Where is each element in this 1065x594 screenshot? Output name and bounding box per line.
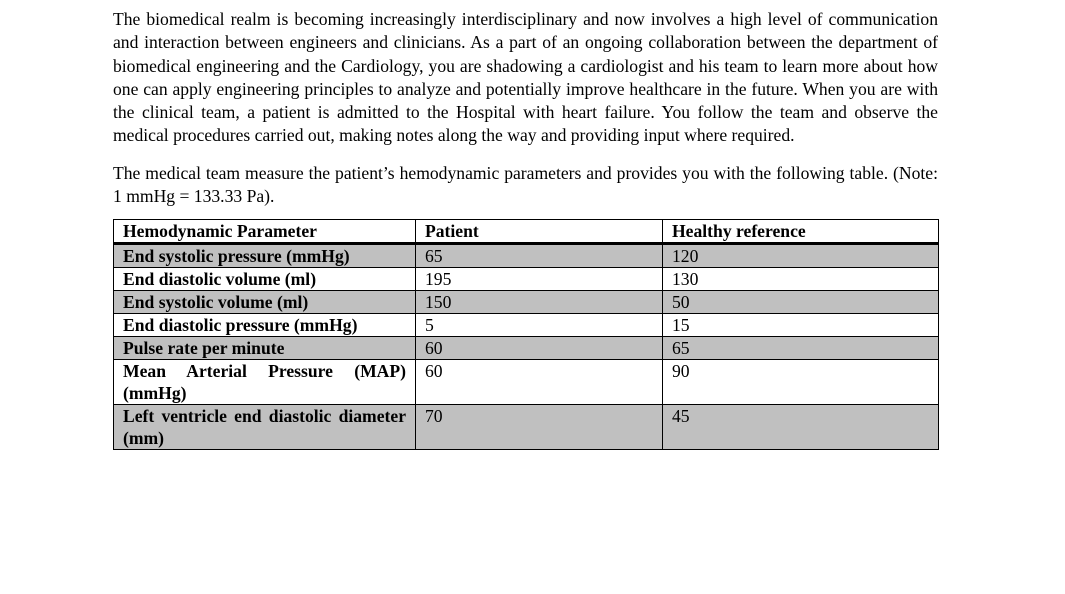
row-patient-value: 5: [416, 314, 663, 337]
row-reference-value: 120: [663, 244, 939, 268]
row-parameter: Pulse rate per minute: [114, 337, 416, 360]
table-row: [114, 337, 939, 360]
row-parameter: End systolic pressure (mmHg): [114, 244, 416, 268]
intro-paragraph: The biomedical realm is becoming increasingly interdisciplinary and now involves a high level of communication and interaction between engineers and clinicians. As a part of an ongoing collaboration between the department of biomedical engineering and the Cardiology, you are shadowing a cardiologist and his team to learn more about how one can apply engineering principles to analyze and potentially improve healthcare in the future. When you are with the clinical team, a patient is admitted to the Hospital with heart failure. You follow the team and observe the medical procedures carried out, making notes along the way and providing input where required.: [113, 9, 938, 146]
row-patient-value: 60: [416, 337, 663, 360]
row-parameter: Mean Arterial Pressure (MAP) (mmHg): [114, 360, 416, 405]
table-row: [114, 244, 939, 268]
table-row: [114, 291, 939, 314]
table-row: [114, 405, 939, 450]
table-row: [114, 268, 939, 291]
row-reference-value: 65: [663, 337, 939, 360]
row-patient-value: 150: [416, 291, 663, 314]
row-patient-value: 195: [416, 268, 663, 291]
header-patient: Patient: [416, 220, 663, 244]
table-row: [114, 360, 939, 405]
document-page: [113, 8, 938, 450]
hemodynamic-table: [113, 219, 939, 450]
row-reference-value: 130: [663, 268, 939, 291]
row-parameter: End diastolic pressure (mmHg): [114, 314, 416, 337]
row-reference-value: 15: [663, 314, 939, 337]
row-patient-value: 65: [416, 244, 663, 268]
table-row: [114, 314, 939, 337]
table-intro-paragraph: The medical team measure the patient’s hemodynamic parameters and provides you with the following table. (Note: 1 mmHg = 133.33 Pa).: [113, 162, 938, 207]
table-header-row: [114, 220, 939, 244]
row-reference-value: 50: [663, 291, 939, 314]
row-parameter: End diastolic volume (ml): [114, 268, 416, 291]
row-parameter: End systolic volume (ml): [114, 291, 416, 314]
header-reference: Healthy reference: [663, 220, 939, 244]
row-reference-value: 90: [663, 360, 939, 405]
row-reference-value: 45: [663, 405, 939, 450]
header-parameter: Hemodynamic Parameter: [114, 220, 416, 244]
row-patient-value: 60: [416, 360, 663, 405]
row-parameter: Left ventricle end diastolic diameter (mm): [114, 405, 416, 450]
row-patient-value: 70: [416, 405, 663, 450]
